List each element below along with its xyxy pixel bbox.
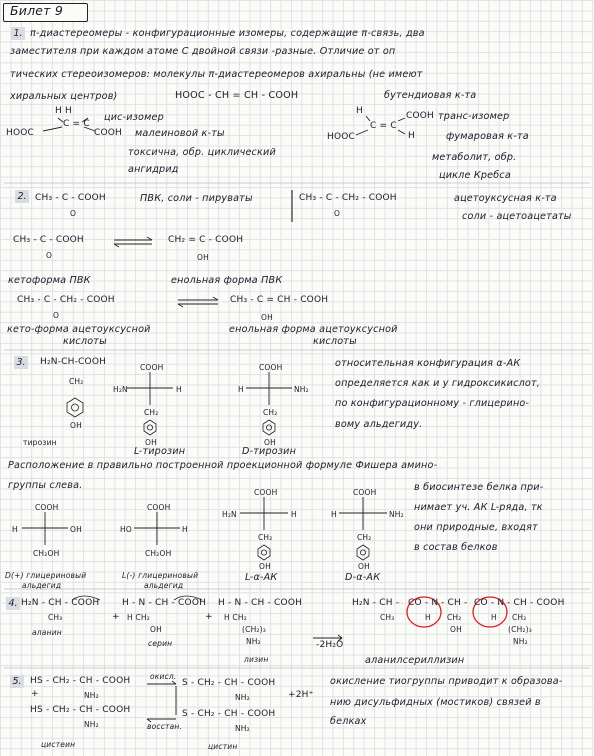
trans-label-1: транс-изомер bbox=[438, 111, 510, 122]
s1-formula: HOOC - CH = CH - COOH bbox=[175, 90, 299, 101]
trans-note-1: метаболит, обр. bbox=[432, 152, 517, 163]
section-number-4: 4. bbox=[6, 597, 20, 610]
tyrosine-oh: OH bbox=[70, 421, 82, 430]
peptide-ch2-1: CH₂ bbox=[447, 613, 462, 622]
alanine-name: аланин bbox=[32, 628, 62, 637]
aceto-name-2: соли - ацетоацетаты bbox=[462, 211, 572, 222]
keto-aceto-name-1: кето-форма ацетоуксусной bbox=[7, 324, 151, 335]
biosynthesis-note-2: нимает уч. АК L-ряда, тк bbox=[414, 502, 543, 513]
s1-line-3: тических стереоизомеров: молекулы π-диастереомеров ахиральны (не имеют bbox=[10, 69, 423, 80]
peptide-nh2: NH₂ bbox=[513, 637, 528, 646]
plus-cys: + bbox=[31, 689, 39, 699]
cis-h-top: H H bbox=[55, 106, 72, 116]
aceto-oxygen: O bbox=[334, 209, 341, 218]
enol-aceto-name-2: кислоты bbox=[313, 336, 357, 347]
d-alpha-ak-label: D-α-АК bbox=[345, 572, 381, 583]
biosynthesis-note-1: в биосинтезе белка при- bbox=[414, 482, 544, 493]
peptide-ch23: (CH₂)₃ bbox=[508, 625, 532, 634]
d-glyceraldehyde-1: D(+) глицериновый bbox=[5, 571, 87, 580]
l-ak-cooh: COOH bbox=[254, 488, 278, 497]
cis-label-1: цис-изомер bbox=[104, 112, 164, 123]
alanine-formula: H₂N - CH - COOH bbox=[21, 598, 100, 608]
enol-aceto-name-1: енольная форма ацетоуксусной bbox=[229, 324, 398, 335]
lysine-sub-2: (CH₂)₃ bbox=[242, 625, 266, 634]
l-glyceraldehyde-1: L(-) глицериновый bbox=[122, 571, 199, 580]
peptide-ch2-2: CH₂ bbox=[512, 613, 527, 622]
l-gly-cooh: COOH bbox=[147, 503, 171, 512]
cis-double-bond: C = C bbox=[63, 119, 90, 129]
peptide-h-1: H bbox=[425, 613, 431, 622]
s5-note-1: окисление тиогруппы приводит к образова- bbox=[330, 676, 563, 687]
trans-right-bottom: H bbox=[408, 131, 415, 141]
reduction-label: восстан. bbox=[147, 722, 183, 731]
d-ak-cooh: COOH bbox=[353, 488, 377, 497]
peptide-bond-2: CO - N bbox=[474, 598, 505, 608]
keto-aceto-name-2: кислоты bbox=[63, 336, 107, 347]
s1-line-1: π-диастереомеры - конфигурационные изомеры, содержащие π-связь, два bbox=[30, 28, 425, 39]
plus-1: + bbox=[112, 612, 120, 622]
d-tyr-oh: OH bbox=[264, 438, 276, 447]
d-ak-ch2: CH₂ bbox=[357, 533, 372, 542]
trans-right-top: COOH bbox=[406, 111, 435, 121]
l-tyr-ch2: CH₂ bbox=[144, 408, 159, 417]
keto-aceto-oxygen: O bbox=[53, 311, 60, 320]
benzene-rings bbox=[67, 398, 372, 560]
s1-formula-name: бутендиовая к-та bbox=[384, 90, 477, 101]
peptide-oh: OH bbox=[450, 625, 462, 634]
cysteine-name: цистеин bbox=[41, 740, 76, 749]
cystine-name: цистин bbox=[208, 742, 238, 751]
peptide-h-2: H bbox=[491, 613, 497, 622]
lysine-sub-3: NH₂ bbox=[246, 637, 261, 646]
peptide-name: аланилсериллизин bbox=[365, 655, 465, 666]
d-glyceraldehyde-2: альдегид bbox=[22, 581, 62, 590]
trans-label-2: фумаровая к-та bbox=[446, 131, 529, 142]
trans-left-group: HOOC bbox=[327, 132, 356, 142]
l-ak-oh: OH bbox=[259, 562, 271, 571]
fischer-rule-2: группы слева. bbox=[8, 480, 83, 491]
d-ak-h: H bbox=[331, 510, 337, 519]
alanine-ch3: CH₃ bbox=[48, 613, 63, 622]
section-number-5: 5. bbox=[10, 675, 24, 688]
keto-pvk-formula: CH₃ - C - COOH bbox=[13, 235, 84, 245]
tyrosine-ch2: CH₂ bbox=[69, 377, 84, 386]
peptide-part-b: - CH - bbox=[441, 598, 468, 608]
d-gly-ch2oh: CH₂OH bbox=[33, 549, 60, 558]
tyrosine-formula: H₂N-CH-COOH bbox=[40, 357, 107, 367]
l-ak-h2n: H₂N bbox=[222, 510, 237, 519]
cis-bond-3 bbox=[43, 127, 62, 131]
l-gly-h: H bbox=[182, 525, 188, 534]
cystine-1-nh2: NH₂ bbox=[235, 693, 250, 702]
l-tyr-h: H bbox=[176, 385, 182, 394]
cysteine-1-formula: HS - CH₂ - CH - COOH bbox=[30, 676, 131, 686]
l-tyr-h2n: H₂N bbox=[113, 385, 128, 394]
enol-pvk-formula: CH₂ = C - COOH bbox=[168, 235, 244, 245]
d-gly-h: H bbox=[12, 525, 18, 534]
cis-right-group: COOH bbox=[94, 128, 123, 138]
fischer-rule-1: Расположение в правильно построенной проекционной формуле Фишера амино- bbox=[8, 460, 438, 471]
enol-aceto-oh: OH bbox=[261, 313, 273, 322]
enol-pvk-oh: OH bbox=[197, 253, 209, 262]
pvk-oxygen: O bbox=[70, 209, 77, 218]
d-tyr-h: H bbox=[238, 385, 244, 394]
s3-note-1: относительная конфигурация α-АК bbox=[335, 358, 521, 369]
lysine-formula: H - N - CH - COOH bbox=[218, 598, 303, 608]
l-tyrosine-label: L-тирозин bbox=[134, 446, 186, 457]
section-number-2: 2. bbox=[15, 190, 29, 203]
trans-bond-2 bbox=[398, 118, 405, 121]
d-tyrosine-label: D-тирозин bbox=[242, 446, 297, 457]
biosynthesis-note-4: в состав белков bbox=[414, 542, 498, 553]
cis-label-2: малеиновой к-ты bbox=[135, 128, 225, 139]
trans-bond-3 bbox=[356, 130, 368, 135]
section-number-3: 3. bbox=[14, 356, 28, 369]
l-tyr-oh: OH bbox=[145, 438, 157, 447]
cis-left-group: HOOC bbox=[6, 128, 35, 138]
oxidation-label: окисл. bbox=[150, 672, 177, 681]
d-gly-oh: OH bbox=[70, 525, 82, 534]
peptide-part-a: H₂N - CH - bbox=[352, 598, 400, 608]
serine-formula: H - N - CH - COOH bbox=[122, 598, 207, 608]
l-ak-h: H bbox=[291, 510, 297, 519]
d-tyr-nh2: NH₂ bbox=[294, 385, 309, 394]
s5-note-2: нию дисульфидных (мостиков) связей в bbox=[330, 697, 541, 708]
keto-pvk-name: кетоформа ПВК bbox=[8, 275, 91, 286]
keto-aceto-formula: CH₃ - C - CH₂ - COOH bbox=[17, 295, 115, 305]
trans-bond-4 bbox=[398, 130, 405, 134]
peptide-part-c: - CH - COOH bbox=[507, 598, 565, 608]
cystine-2-nh2: NH₂ bbox=[235, 724, 250, 733]
section-number-1: 1. bbox=[11, 27, 25, 40]
equilibrium-arrow-1 bbox=[114, 237, 152, 247]
redox-arrows bbox=[147, 681, 176, 722]
pvk-formula: CH₃ - C - COOH bbox=[35, 193, 106, 203]
serine-name: серин bbox=[148, 639, 173, 648]
s1-line-2: заместителя при каждом атоме С двойной связи -разные. Отличие от оп bbox=[10, 46, 396, 57]
peptide-bond-1: CO - N bbox=[408, 598, 439, 608]
l-glyceraldehyde-2: альдегид bbox=[144, 581, 184, 590]
d-tyr-cooh: COOH bbox=[259, 363, 283, 372]
s3-note-3: по конфигурационному - глицерино- bbox=[335, 398, 530, 409]
cis-note-1: токсична, обр. циклический bbox=[128, 147, 276, 158]
cystine-1-formula: S - CH₂ - CH - COOH bbox=[182, 678, 276, 688]
s5-note-3: белках bbox=[330, 716, 367, 727]
enol-aceto-formula: CH₃ - C = CH - COOH bbox=[230, 295, 329, 305]
page-title: Билет 9 bbox=[10, 3, 63, 18]
l-gly-ho: HO bbox=[120, 525, 132, 534]
serine-sub-1: H CH₂ bbox=[127, 613, 150, 622]
d-tyr-ch2: CH₂ bbox=[263, 408, 278, 417]
d-gly-cooh: COOH bbox=[35, 503, 59, 512]
trans-double-bond: C = C bbox=[370, 121, 397, 131]
cysteine-2-formula: HS - CH₂ - CH - COOH bbox=[30, 705, 131, 715]
biosynthesis-note-3: они природные, входят bbox=[414, 522, 538, 533]
cystine-2-formula: S - CH₂ - CH - COOH bbox=[182, 709, 276, 719]
equilibrium-arrow-2 bbox=[178, 297, 218, 307]
l-alpha-ak-label: L-α-АК bbox=[245, 572, 278, 583]
pvk-name: ПВК, соли - пируваты bbox=[140, 193, 253, 204]
s1-line-4: хиральных центров) bbox=[10, 91, 118, 102]
l-tyr-cooh: COOH bbox=[140, 363, 164, 372]
plus-2: + bbox=[205, 612, 213, 622]
trans-h-top: H bbox=[356, 106, 363, 116]
cis-note-2: ангидрид bbox=[128, 164, 179, 175]
l-gly-ch2oh: CH₂OH bbox=[145, 549, 172, 558]
aceto-name-1: ацетоуксусная к-та bbox=[454, 193, 557, 204]
lysine-sub-1: H CH₂ bbox=[224, 613, 247, 622]
water-removal: -2H₂O bbox=[316, 640, 344, 650]
enol-pvk-name: енольная форма ПВК bbox=[171, 275, 283, 286]
keto-pvk-oxygen: O bbox=[46, 251, 53, 260]
cysteine-2-nh2: NH₂ bbox=[84, 720, 99, 729]
l-ak-ch2: CH₂ bbox=[258, 533, 273, 542]
tyrosine-name: тирозин bbox=[23, 438, 57, 447]
cysteine-1-nh2: NH₂ bbox=[84, 691, 99, 700]
trans-note-2: цикле Кребса bbox=[439, 170, 511, 181]
proton-release: +2H⁺ bbox=[288, 690, 314, 700]
serine-sub-2: OH bbox=[150, 625, 162, 634]
peptide-ch3: CH₃ bbox=[380, 613, 395, 622]
lysine-name: лизин bbox=[244, 655, 269, 664]
s3-note-4: вому альдегиду. bbox=[335, 419, 423, 430]
d-ak-oh: OH bbox=[358, 562, 370, 571]
aceto-formula: CH₃ - C - CH₂ - COOH bbox=[299, 193, 397, 203]
d-ak-nh2: NH₂ bbox=[389, 510, 404, 519]
s3-note-2: определяется как и у гидроксикислот, bbox=[335, 378, 541, 389]
